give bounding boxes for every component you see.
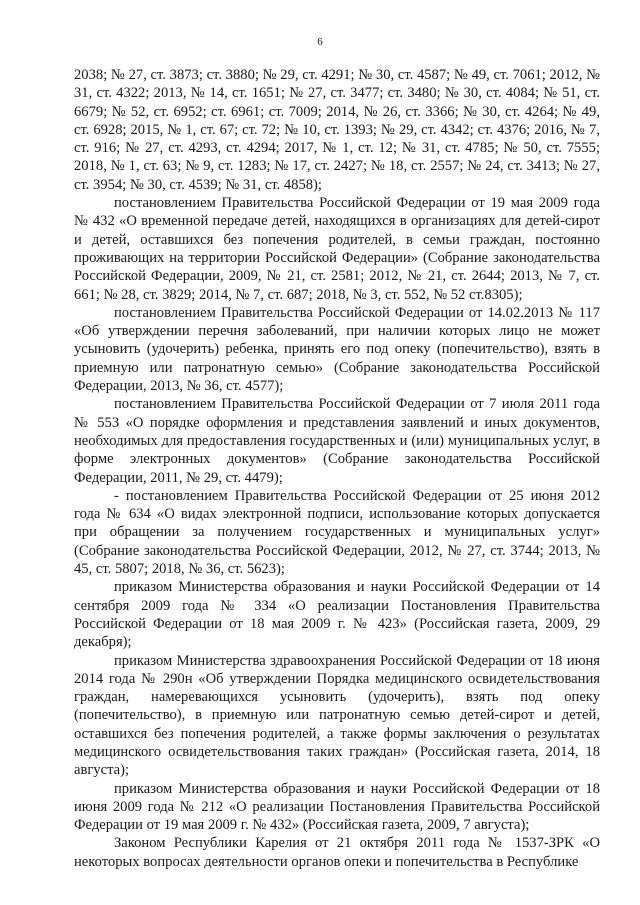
paragraph-decree-117: постановлением Правительства Российской Федерации от 14.02.2013 № 117 «Об утверждении перечня заболеваний, при наличии которых лицо не может усыновить (удочерить) ребенка, принять его под опеку (попечительство), взять в приемную или патронатную семью» (Собрание законодательства Российской Федерации, 2013, № 36, ст. 4577); — [74, 304, 600, 395]
paragraph-law-1537: Законом Республики Карелия от 21 октября 2011 года № 1537-ЗРК «О некоторых вопросах деятельности органов опеки и попечительства в Республике — [74, 835, 600, 870]
paragraph-continuation: 2038; № 27, ст. 3873; ст. 3880; № 29, ст. 4291; № 30, ст. 4587; № 49, ст. 7061; 2012, № 31, ст. 4322; 2013, № 14, ст. 1651; № 27, ст. 3477; ст. 3480; № 30, ст. 4084; № 51, ст. 6679; № 52, ст. 6952; ст. 6961; ст. 7009; 2014, № 26, ст. 3366; № 30, ст. 4264; № 49, ст. 6928; 2015, № 1, ст. 67; ст. 72; № 10, ст. 1393; № 29, ст. 4342; ст. 4376; 2016, № 7, ст. 916; № 27, ст. 4293, ст. 4294; 2017, № 1, ст. 12; № 31, ст. 4785; № 50, ст. 7555; 2018, № 1, ст. 63; № 9, ст. 1283; № 17, ст. 2427; № 18, ст. 2557; № 24, ст. 3413; № 27, ст. 3954; № 30, ст. 4539; № 31, ст. 4858); — [74, 67, 600, 193]
page-number: 6 — [317, 36, 323, 48]
document-body — [74, 66, 600, 871]
paragraph-decree-634: - постановлением Правительства Российской Федерации от 25 июня 2012 года № 634 «О видах электронной подписи, использование которых допускается при обращении за получением государственных и муниципальных услуг» (Собрание законодательства Российской Федерации, 2012, № 27, ст. 3744; 2013, № 45, ст. 5807; 2018, № 36, ст. 5623); — [74, 487, 600, 578]
paragraph-decree-553: постановлением Правительства Российской Федерации от 7 июля 2011 года № 553 «О порядке оформления и представления заявлений и иных документов, необходимых для предоставления государственных и (или) муниципальных услуг, в форме электронных документов» (Собрание законодательства Российской Федерации, 2011, № 29, ст. 4479); — [74, 396, 600, 486]
paragraph-order-334: приказом Министерства образования и науки Российской Федерации от 14 сентября 2009 года № 334 «О реализации Постановления Правительства Российской Федерации от 18 мая 2009 г. № 423» (Российская газета, 2009, 29 декабря); — [74, 579, 600, 651]
paragraph-decree-432: постановлением Правительства Российской Федерации от 19 мая 2009 года № 432 «О временной передаче детей, находящихся в организациях для детей-сирот и детей, оставшихся без попечения родителей, в семьи граждан, постоянно проживающих на территории Российской Федерации» (Собрание законодательства Российской Федерации, 2009, № 21, ст. 2581; 2012, № 21, ст. 2644; 2013, № 7, ст. 661; № 28, ст. 3829; 2014, № 7, ст. 687; 2018, № 3, ст. 552, № 52 ст.8305); — [74, 195, 600, 303]
paragraph-order-290n: приказом Министерства здравоохранения Российской Федерации от 18 июня 2014 года № 290н «Об утверждении Порядка медицинского освидетельствования граждан, намеревающихся усыновить (удочерить), взять под опеку (попечительство), в приемную или патронатную семью детей-сирот и детей, оставшихся без попечения родителей, а также формы заключения о результатах медицинского освидетельствования таких граждан» (Российская газета, 2014, 18 августа); — [74, 652, 600, 779]
paragraph-order-212: приказом Министерства образования и науки Российской Федерации от 18 июня 2009 года № 212 «О реализации Постановления Правительства Российской Федерации от 19 мая 2009 г. № 432» (Российская газета, 2009, 7 августа); — [74, 780, 600, 834]
